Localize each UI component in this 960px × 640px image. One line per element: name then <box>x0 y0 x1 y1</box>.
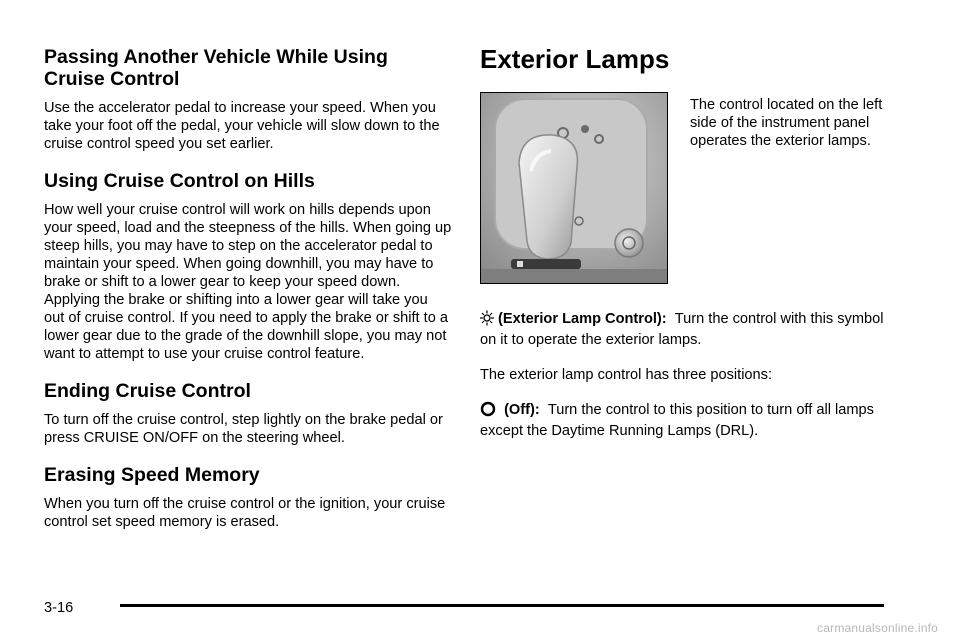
page-title: Exterior Lamps <box>480 44 670 74</box>
left-column <box>44 46 452 548</box>
page-number: 3-16 <box>44 600 74 616</box>
section-heading-hills: Using Cruise Control on Hills <box>44 170 315 192</box>
headlamp-switch-photo <box>480 92 668 284</box>
positions-intro: The exterior lamp control has three positions: <box>480 367 773 383</box>
off-circle-icon <box>480 401 496 422</box>
footer-rule <box>120 604 884 607</box>
photo-row <box>480 92 888 288</box>
right-column <box>480 44 888 457</box>
section-heading-passing: Passing Another Vehicle While Using Cruise Control <box>44 46 388 90</box>
section-heading-ending: Ending Cruise Control <box>44 380 251 402</box>
section-heading-erasing: Erasing Speed Memory <box>44 464 260 486</box>
lamp-control-term: (Exterior Lamp Control): <box>498 311 667 327</box>
lamp-control-text: Turn the control with this symbol on it to operate the exterior lamps. <box>480 311 884 348</box>
photo-caption: The control located on the left side of the instrument panel operates the exterior lamps. <box>690 97 883 149</box>
watermark: carmanualsonline.info <box>817 621 938 635</box>
section-body-erasing: When you turn off the cruise control or the ignition, your cruise control set speed memory is erased. <box>44 496 446 530</box>
off-term: (Off): <box>504 402 540 418</box>
section-body-hills: How well your cruise control will work on hills depends upon your speed, load and the steepness of the hills. When going up steep hills, you may have to step on the accelerator pedal to maintain your speed. When going downhill, you may have to brake or shift to a lower gear to keep your speed down. Applying the brake or shifting into a lower gear will take you out of cruise control. If you need to apply the brake or shift to a lower gear due to the grade of the downhill slope, you may not want to attempt to use your cruise control feature. <box>44 202 452 362</box>
headlamp-switch-illustration <box>481 93 667 283</box>
section-body-passing: Use the accelerator pedal to increase your speed. When you take your foot off the pedal, your vehicle will slow down to the cruise control speed you set earlier. <box>44 100 440 152</box>
section-body-ending: To turn off the cruise control, step lightly on the brake pedal or press CRUISE ON/OFF on the steering wheel. <box>44 412 443 446</box>
exterior-lamp-symbol-icon <box>480 310 494 331</box>
off-text: Turn the control to this position to turn off all lamps except the Daytime Running Lamps (DRL). <box>480 402 874 439</box>
off-paragraph <box>480 401 888 440</box>
lamp-control-paragraph <box>480 310 888 349</box>
